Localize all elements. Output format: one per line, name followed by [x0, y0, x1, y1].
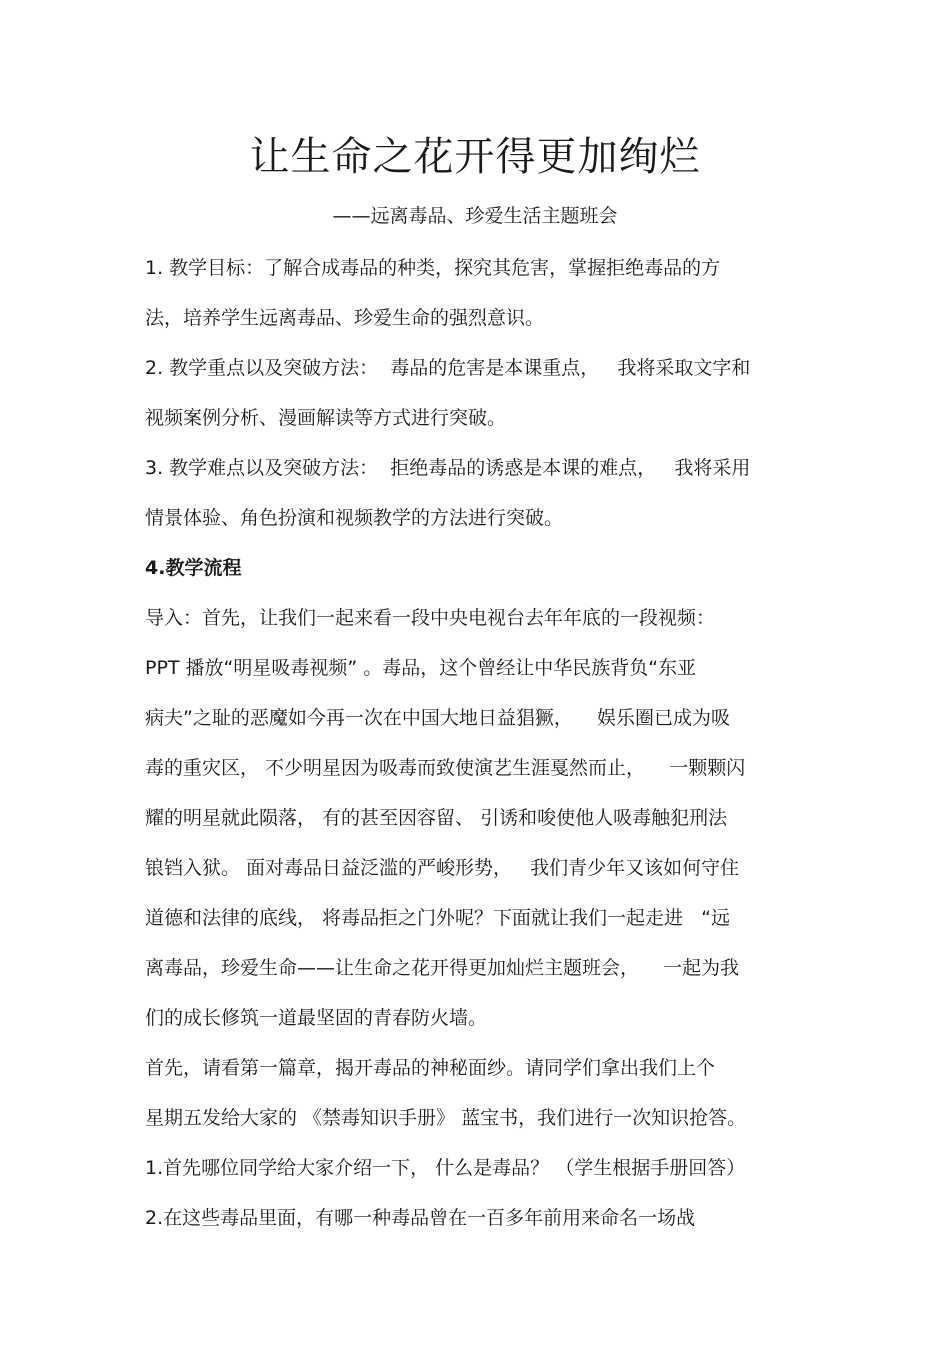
- text-line: 星期五发给大家的 《禁毒知识手册》 蓝宝书，我们进行一次知识抢答。: [145, 1107, 747, 1129]
- text-line: 2.在这些毒品里面，有哪一种毒品曾在一百多年前用来命名一场战: [145, 1207, 696, 1229]
- text-line: 道德和法律的底线， 将毒品拒之门外呢？下面就让我们一起走进 “远: [145, 907, 731, 929]
- text-line: 2. 教学重点以及突破方法： 毒品的危害是本课重点， 我将采取文字和: [145, 357, 751, 379]
- text-line: 法，培养学生远离毒品、珍爱生命的强烈意识。: [145, 307, 545, 329]
- page-title: 让生命之花开得更加绚烂: [249, 134, 701, 180]
- text-line: 1. 教学目标：了解合成毒品的种类，探究其危害，掌握拒绝毒品的方: [145, 257, 721, 279]
- text-line: PPT 播放“明星吸毒视频” 。毒品，这个曾经让中华民族背负“东亚: [145, 657, 697, 679]
- text-line: 离毒品，珍爱生命——让生命之花开得更加灿烂主题班会， 一起为我: [145, 957, 740, 979]
- text-line: 毒的重灾区， 不少明星因为吸毒而致使演艺生涯戛然而止， 一颗颗闪: [145, 757, 746, 779]
- text-line: 视频案例分析、漫画解读等方式进行突破。: [145, 407, 507, 429]
- text-line: 导入：首先，让我们一起来看一段中央电视台去年年底的一段视频：: [145, 607, 716, 629]
- text-line: 们的成长修筑一道最坚固的青春防火墙。: [145, 1007, 488, 1029]
- page-subtitle: ——远离毒品、珍爱生活主题班会: [332, 205, 618, 227]
- text-line: 3. 教学难点以及突破方法： 拒绝毒品的诱惑是本课的难点， 我将采用: [145, 457, 751, 479]
- text-line: 病夫”之耻的恶魔如今再一次在中国大地日益猖獗， 娱乐圈已成为吸: [145, 707, 731, 729]
- text-line: 情景体验、角色扮演和视频教学的方法进行突破。: [145, 507, 564, 529]
- text-line: 1.首先哪位同学给大家介绍一下， 什么是毒品？ （学生根据手册回答）: [145, 1157, 746, 1179]
- text-line: 耀的明星就此陨落， 有的甚至因容留、 引诱和唆使他人吸毒触犯刑法: [145, 807, 728, 829]
- text-line: 锒铛入狱。 面对毒品日益泛滥的严峻形势， 我们青少年又该如何守住: [145, 857, 740, 879]
- text-line: 首先，请看第一篇章，揭开毒品的神秘面纱。请同学们拿出我们上个: [145, 1057, 716, 1079]
- section-heading: 4.教学流程: [145, 557, 242, 579]
